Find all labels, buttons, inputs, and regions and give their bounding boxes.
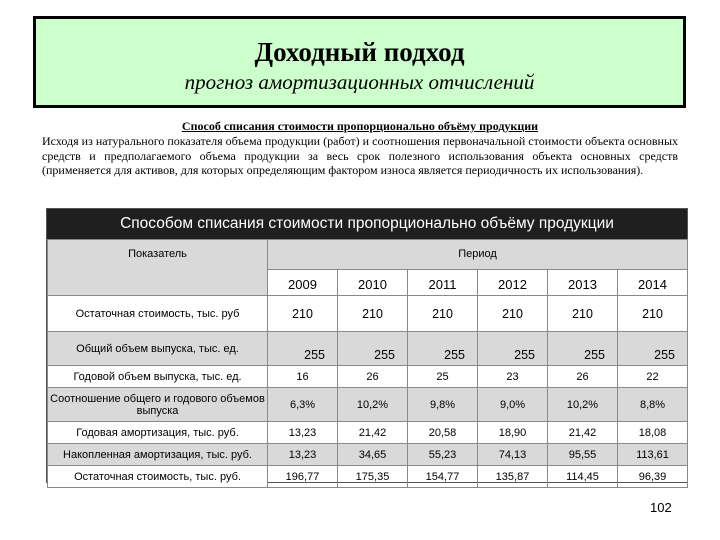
value-cell: 255 — [548, 332, 618, 366]
year-cell: 2009 — [268, 270, 338, 296]
value-cell: 255 — [338, 332, 408, 366]
value-cell: 6,3% — [268, 388, 338, 422]
header-row — [48, 240, 688, 270]
value-cell: 21,42 — [338, 422, 408, 444]
table-row — [48, 332, 688, 366]
value-cell: 55,23 — [408, 444, 478, 466]
row-label: Соотношение общего и годового объемов выпуска — [48, 388, 268, 422]
value-cell: 210 — [268, 296, 338, 332]
value-cell: 18,08 — [618, 422, 688, 444]
value-cell: 26 — [338, 366, 408, 388]
year-cell: 2014 — [618, 270, 688, 296]
value-cell: 196,77 — [268, 466, 338, 488]
value-cell: 21,42 — [548, 422, 618, 444]
value-cell: 96,39 — [618, 466, 688, 488]
year-cell: 2011 — [408, 270, 478, 296]
value-cell: 22 — [618, 366, 688, 388]
table-row — [48, 466, 688, 488]
value-cell: 210 — [338, 296, 408, 332]
value-cell: 34,65 — [338, 444, 408, 466]
value-cell: 9,0% — [478, 388, 548, 422]
value-cell: 175,35 — [338, 466, 408, 488]
value-cell: 8,8% — [618, 388, 688, 422]
row-label: Остаточная стоимость, тыс. руб — [48, 296, 268, 332]
value-cell: 13,23 — [268, 422, 338, 444]
value-cell: 20,58 — [408, 422, 478, 444]
value-cell: 255 — [478, 332, 548, 366]
value-cell: 95,55 — [548, 444, 618, 466]
table-row — [48, 296, 688, 332]
value-cell: 13,23 — [268, 444, 338, 466]
value-cell: 10,2% — [548, 388, 618, 422]
row-label: Годовая амортизация, тыс. руб. — [48, 422, 268, 444]
value-cell: 255 — [268, 332, 338, 366]
value-cell: 26 — [548, 366, 618, 388]
row-label: Общий объем выпуска, тыс. ед. — [48, 332, 268, 366]
value-cell: 16 — [268, 366, 338, 388]
value-cell: 10,2% — [338, 388, 408, 422]
table-row — [48, 366, 688, 388]
method-description: Исходя из натурального показателя объема продукции (работ) и соотношения первоначальной стоимости объекта основных средств и предполагаемого объема продукции за весь срок полезного использования объекта основных средств (применяется для активов, для которых определяющим фактором износа является периодичность их использования). — [42, 134, 678, 178]
page-number: 102 — [650, 500, 672, 515]
value-cell: 135,87 — [478, 466, 548, 488]
year-cell: 2013 — [548, 270, 618, 296]
value-cell: 74,13 — [478, 444, 548, 466]
year-cell: 2010 — [338, 270, 408, 296]
value-cell: 23 — [478, 366, 548, 388]
row-label: Годовой объем выпуска, тыс. ед. — [48, 366, 268, 388]
banner-title: Доходный подход — [254, 37, 465, 67]
header-period: Период — [268, 240, 688, 270]
method-heading: Способ списания стоимости пропорционально объёму продукции — [181, 119, 539, 133]
value-cell: 113,61 — [618, 444, 688, 466]
amortization-table — [46, 208, 688, 483]
table-title: Способом списания стоимости пропорционально объёму продукции — [47, 209, 687, 239]
value-cell: 210 — [478, 296, 548, 332]
banner-subtitle: прогноз амортизационных отчислений — [184, 70, 535, 94]
value-cell: 210 — [548, 296, 618, 332]
table-row — [48, 388, 688, 422]
value-cell: 18,90 — [478, 422, 548, 444]
row-label: Остаточная стоимость, тыс. руб. — [48, 466, 268, 488]
table-row — [48, 444, 688, 466]
header-label: Показатель — [48, 240, 268, 296]
value-cell: 255 — [618, 332, 688, 366]
value-cell: 25 — [408, 366, 478, 388]
title-banner — [33, 16, 686, 108]
value-cell: 154,77 — [408, 466, 478, 488]
value-cell: 255 — [408, 332, 478, 366]
value-cell: 114,45 — [548, 466, 618, 488]
row-label: Накопленная амортизация, тыс. руб. — [48, 444, 268, 466]
year-cell: 2012 — [478, 270, 548, 296]
value-cell: 210 — [618, 296, 688, 332]
table-row — [48, 422, 688, 444]
value-cell: 210 — [408, 296, 478, 332]
value-cell: 9,8% — [408, 388, 478, 422]
data-table — [47, 239, 688, 488]
